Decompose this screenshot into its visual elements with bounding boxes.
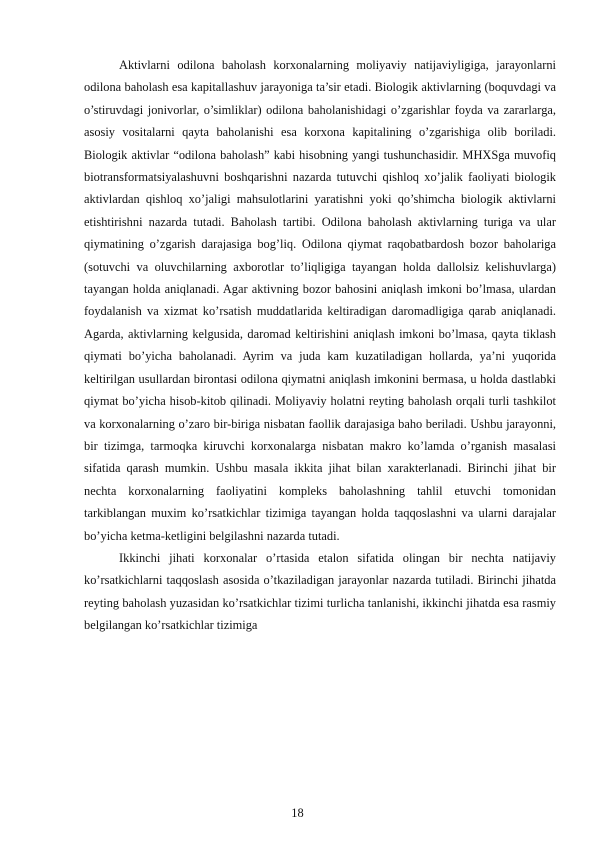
- body-text: [84, 54, 556, 637]
- page-number: 18: [291, 806, 304, 820]
- paragraph-1: Aktivlarni odilona baholash korxonalarning moliyaviy natijaviyligiga, jarayonlarni odilona baholash esa kapitallashuv jarayoniga ta’sir etadi. Biologik aktivlarning (boquvdagi va o’stiruvdagi jonivorlar, o’simliklar) odilona baholanishidagi o’zgarishlar foyda va zararlarga, asosiy vositalarni qayta baholanishi esa korxona kapitalining o’zgarishiga olib boriladi. Biologik aktivlar “odilona baholash” kabi hisobning yangi tushunchasidir. MHXSga muvofiq biotransformatsiyalashuvni boshqarishni nazarda tutuvchi qishloq xo’jalik faoliyati biologik aktivlardan qishloq xo’jaligi mahsulotlarini yaratishni yoki qo’shimcha biologik aktivlarni etishtirishni nazarda tutadi. Baholash tartibi. Odilona baholash aktivlarning turiga va ular qiymatining o’zgarish darajasiga bog’liq. Odilona qiymat raqobatbardosh bozor baholariga (sotuvchi va oluvchilarning axborotlar to’liqligiga tayangan holda dallolsiz kelishuvlarga) tayangan holda aniqlanadi. Agar aktivning bozor bahosini aniqlash imkoni bo’lmasa, ulardan foydalanish va xizmat ko’rsatish muddatlarida keltiradigan daromadligiga qarab aniqlanadi. Agarda, aktivlarning kelgusida, daromad keltirishini aniqlash imkoni bo’lmasa, qayta tiklash qiymati bo’yicha baholanadi. Ayrim va juda kam kuzatiladigan hollarda, ya’ni yuqorida keltirilgan usullardan birontasi odilona qiymatni aniqlash imkonini bermasa, u holda dastlabki qiymat bo’yicha hisob-kitob qilinadi. Moliyaviy holatni reyting baholash orqali turli tashkilot va korxonalarning o’zaro bir-biriga nisbatan faollik darajasiga baho beriladi. Ushbu jarayonni, bir tizimga, tarmoqka kiruvchi korxonalarga nisbatan makro ko’lamda o’rganish masalasi sifatida qarash mumkin. Ushbu masala ikkita jihat bilan xarakterlanadi. Birinchi jihat bir nechta korxonalarning faoliyatini kompleks baholashning tahlil etuvchi tomonidan tarkiblangan muxim ko’rsatkichlar tizimiga tayangan holda taqqoslashni va ularni darajalar bo’yicha ketma-ketligini belgilashni nazarda tutadi.: [84, 58, 556, 543]
- paragraph-2: Ikkinchi jihati korxonalar o’rtasida etalon sifatida olingan bir nechta natijaviy ko’rsatkichlarni taqqoslash asosida o’tkaziladigan jarayonlar nazarda tutiladi. Birinchi jihatda reyting baholash yuzasidan ko’rsatkichlar tizimi turlicha tanlanishi, ikkinchi jihatda esa rasmiy belgilangan ko’rsatkichlar tizimiga: [84, 550, 556, 633]
